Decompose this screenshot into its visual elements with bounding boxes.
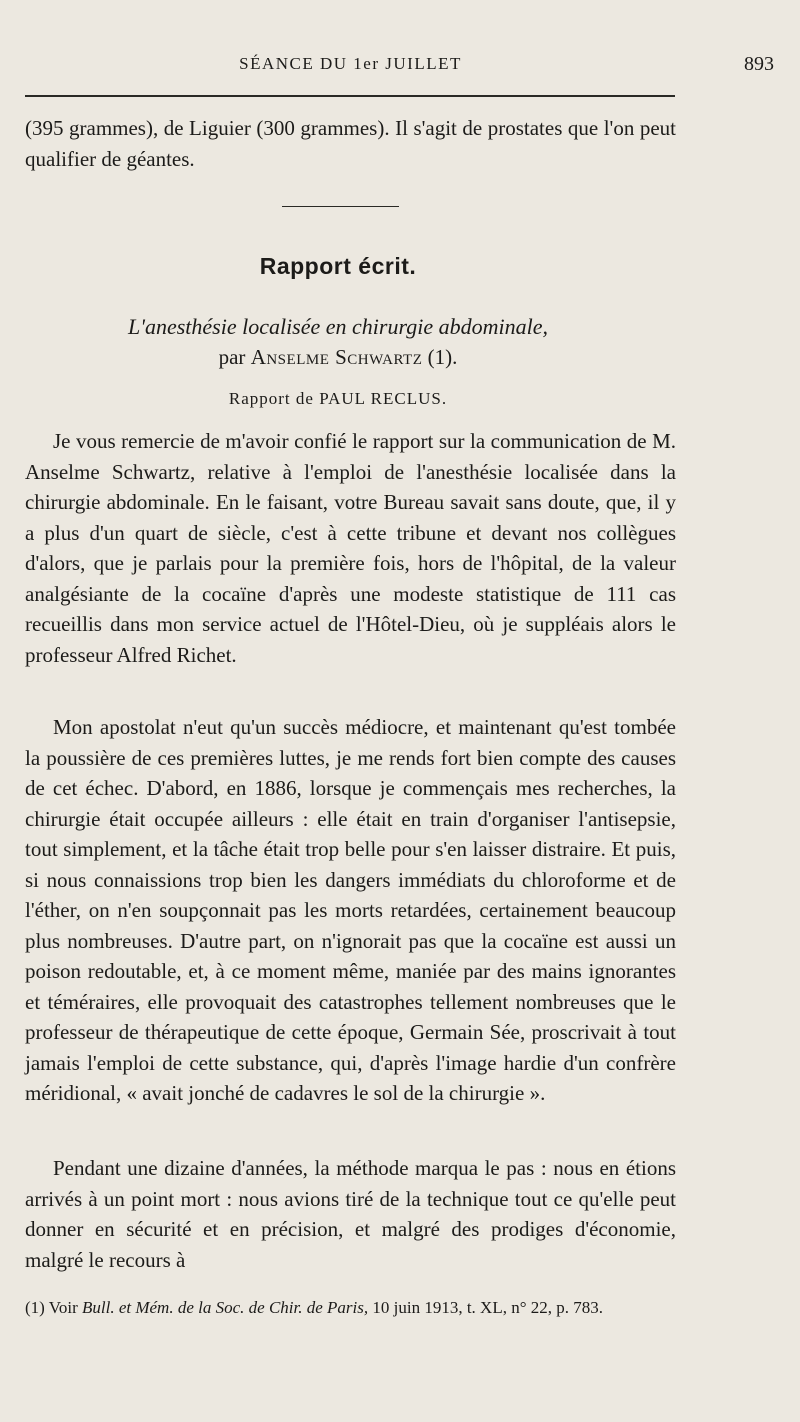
intro-text: (395 grammes), de Liguier (300 grammes). Il s'agit de prostates que l'on peut qualifier de géantes. <box>25 116 676 171</box>
paragraph-text: Je vous remercie de m'avoir confié le rapport sur la communication de M. Anselme Schwartz, relative à l'emploi de l'anesthésie localisée dans la chirurgie abdominale. En le faisant, votre Bureau savait sans doute, que, il y a plus d'un quart de siècle, c'est à cette tribune et devant nos collègues d'alors, que je parlais pour la première fois, hors de l'hôpital, de la valeur analgésiante de la cocaïne d'après une modeste statistique de 111 cas recueillis dans mon service actuel de l'Hôtel-Dieu, où je suppléais alors le professeur Alfred Richet. <box>25 429 676 667</box>
header-rule <box>25 95 675 97</box>
intro-paragraph <box>25 113 676 174</box>
section-divider <box>282 206 399 207</box>
footnote <box>25 1295 676 1320</box>
article-title: L'anesthésie localisée en chirurgie abdominale, <box>128 314 548 339</box>
footnote-journal: Bull. et Mém. de la Soc. de Chir. de Paris, <box>82 1298 369 1317</box>
author-name: Anselme Schwartz <box>250 345 423 369</box>
page-header <box>25 48 774 88</box>
footnote-details: 10 juin 1913, t. XL, n° 22, p. 783. <box>372 1298 604 1317</box>
page-number: 893 <box>744 53 774 75</box>
section-heading: Rapport écrit. <box>259 253 417 279</box>
report-byline: Rapport de PAUL RECLUS. <box>228 389 448 408</box>
body-paragraph-2 <box>25 712 676 1109</box>
running-title: SÉANCE DU 1er JUILLET <box>239 54 462 73</box>
author-line <box>0 345 676 370</box>
paragraph-text: Pendant une dizaine d'années, la méthode marqua le pas : nous en étions arrivés à un point mort : nous avions tiré de la technique tout ce qu'elle peut donner en sécurité et en précision, et malgré des prodiges d'économie, malgré le recours à <box>25 1156 676 1272</box>
author-prefix: par <box>218 345 246 369</box>
footnote-marker: (1) Voir <box>25 1298 78 1317</box>
paragraph-text: Mon apostolat n'eut qu'un succès médiocre, et maintenant qu'est tombée la poussière de ces premières luttes, je me rends fort bien compte des causes de cet échec. D'abord, en 1886, lorsque je commençais mes recherches, la chirurgie était occupée ailleurs : elle était en train d'organiser l'antisepsie, tout simplement, et la tâche était trop belle pour s'en laisser distraire. Et puis, si nous connaissions trop bien les dangers immédiats du chloroforme et de l'éther, on n'en soupçonnait pas les morts retardées, certainement beaucoup plus nombreuses. D'autre part, on n'ignorait pas que la cocaïne est aussi un poison redoutable, et, à ce moment même, maniée par des mains ignorantes et téméraires, elle provoquait des catastrophes tellement nombreuses que le professeur de thérapeutique de cette époque, Germain Sée, proscrivait à tout jamais l'emploi de cette substance, qui, d'après l'image hardie d'un confrère méridional, « avait jonché de cadavres le sol de la chirurgie ». <box>25 715 676 1105</box>
body-paragraph-3 <box>25 1153 676 1275</box>
body-paragraph-1 <box>25 426 676 670</box>
author-footnote-ref: (1). <box>427 345 458 369</box>
